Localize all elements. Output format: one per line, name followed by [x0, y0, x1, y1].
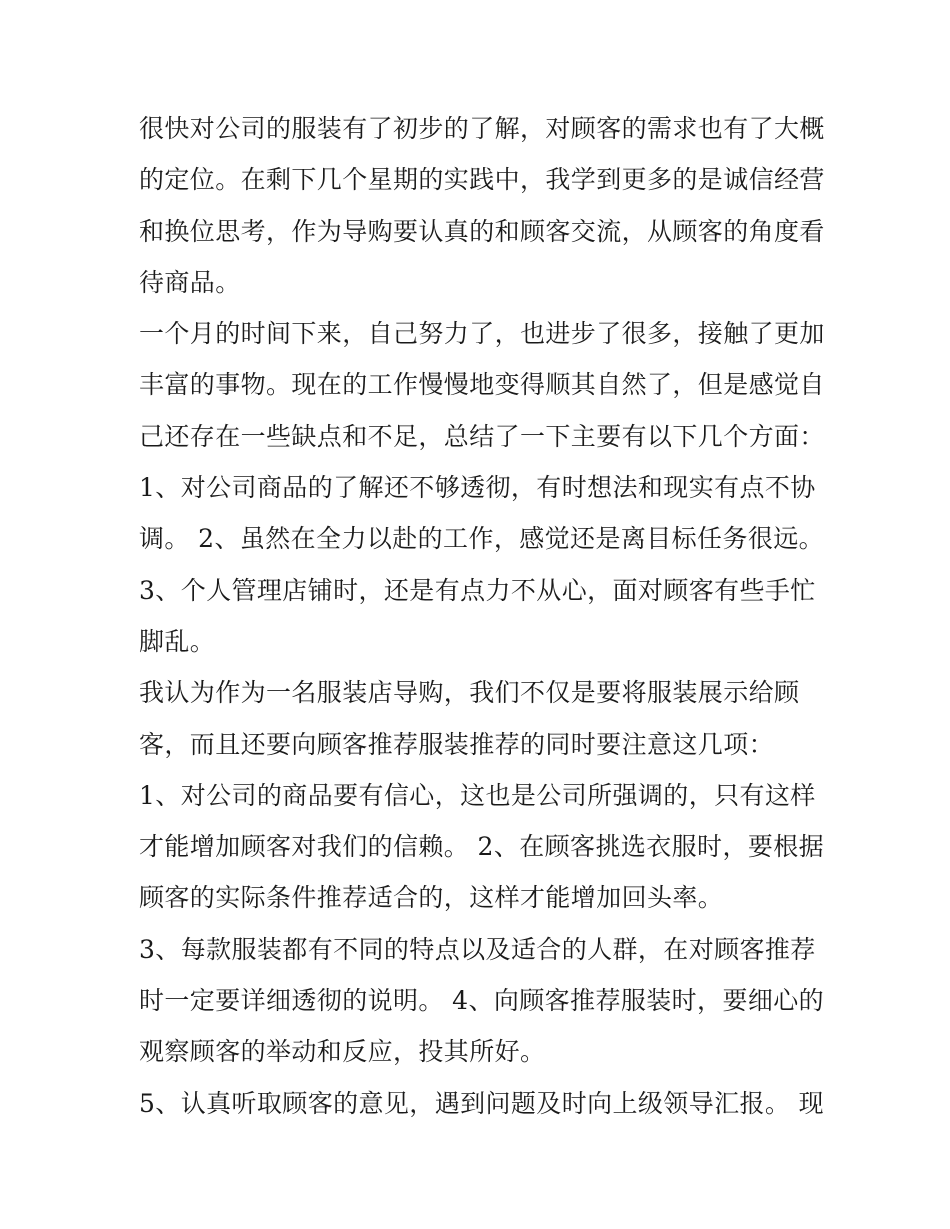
text-line: 才能增加顾客对我们的信赖。 2、在顾客挑选衣服时，要根据 — [139, 832, 825, 862]
text-line: 1、对公司的商品要有信心，这也是公司所强调的，只有这样 — [139, 780, 816, 810]
text-line: 待商品。 — [139, 267, 241, 297]
text-line: 己还存在一些缺点和不足，总结了一下主要有以下几个方面： — [139, 421, 825, 451]
text-line: 观察顾客的举动和反应，投其所好。 — [139, 1037, 546, 1067]
text-line: 3、每款服装都有不同的特点以及适合的人群，在对顾客推荐 — [139, 934, 816, 964]
text-line: 脚乱。 — [139, 626, 216, 656]
text-line: 很快对公司的服装有了初步的了解，对顾客的需求也有了大概 — [139, 114, 825, 143]
text-line: 5、认真听取顾客的意见，遇到问题及时向上级领导汇报。 现 — [139, 1088, 825, 1118]
text-line: 我认为作为一名服装店导购，我们不仅是要将服装展示给顾 — [139, 678, 800, 708]
text-line: 丰富的事物。现在的工作慢慢地变得顺其自然了，但是感觉自 — [139, 370, 825, 400]
text-line: 1、对公司商品的了解还不够透彻，有时想法和现实有点不协 — [139, 473, 816, 503]
text-line: 时一定要详细透彻的说明。 4、向顾客推荐服装时，要细心的 — [139, 986, 825, 1016]
text-line: 的定位。在剩下几个星期的实践中，我学到更多的是诚信经营 — [139, 165, 825, 195]
text-line: 顾客的实际条件推荐适合的，这样才能增加回头率。 — [139, 883, 724, 913]
text-line: 3、个人管理店铺时，还是有点力不从心，面对顾客有些手忙 — [139, 575, 816, 605]
text-line: 和换位思考，作为导购要认真的和顾客交流，从顾客的角度看 — [139, 216, 825, 246]
text-line: 客，而且还要向顾客推荐服装推荐的同时要注意这几项： — [139, 729, 775, 759]
text-line: 调。 2、虽然在全力以赴的工作，感觉还是离目标任务很远。 — [139, 524, 825, 554]
document-body — [139, 103, 825, 1129]
text-line: 一个月的时间下来，自己努力了，也进步了很多，接触了更加 — [139, 319, 825, 349]
